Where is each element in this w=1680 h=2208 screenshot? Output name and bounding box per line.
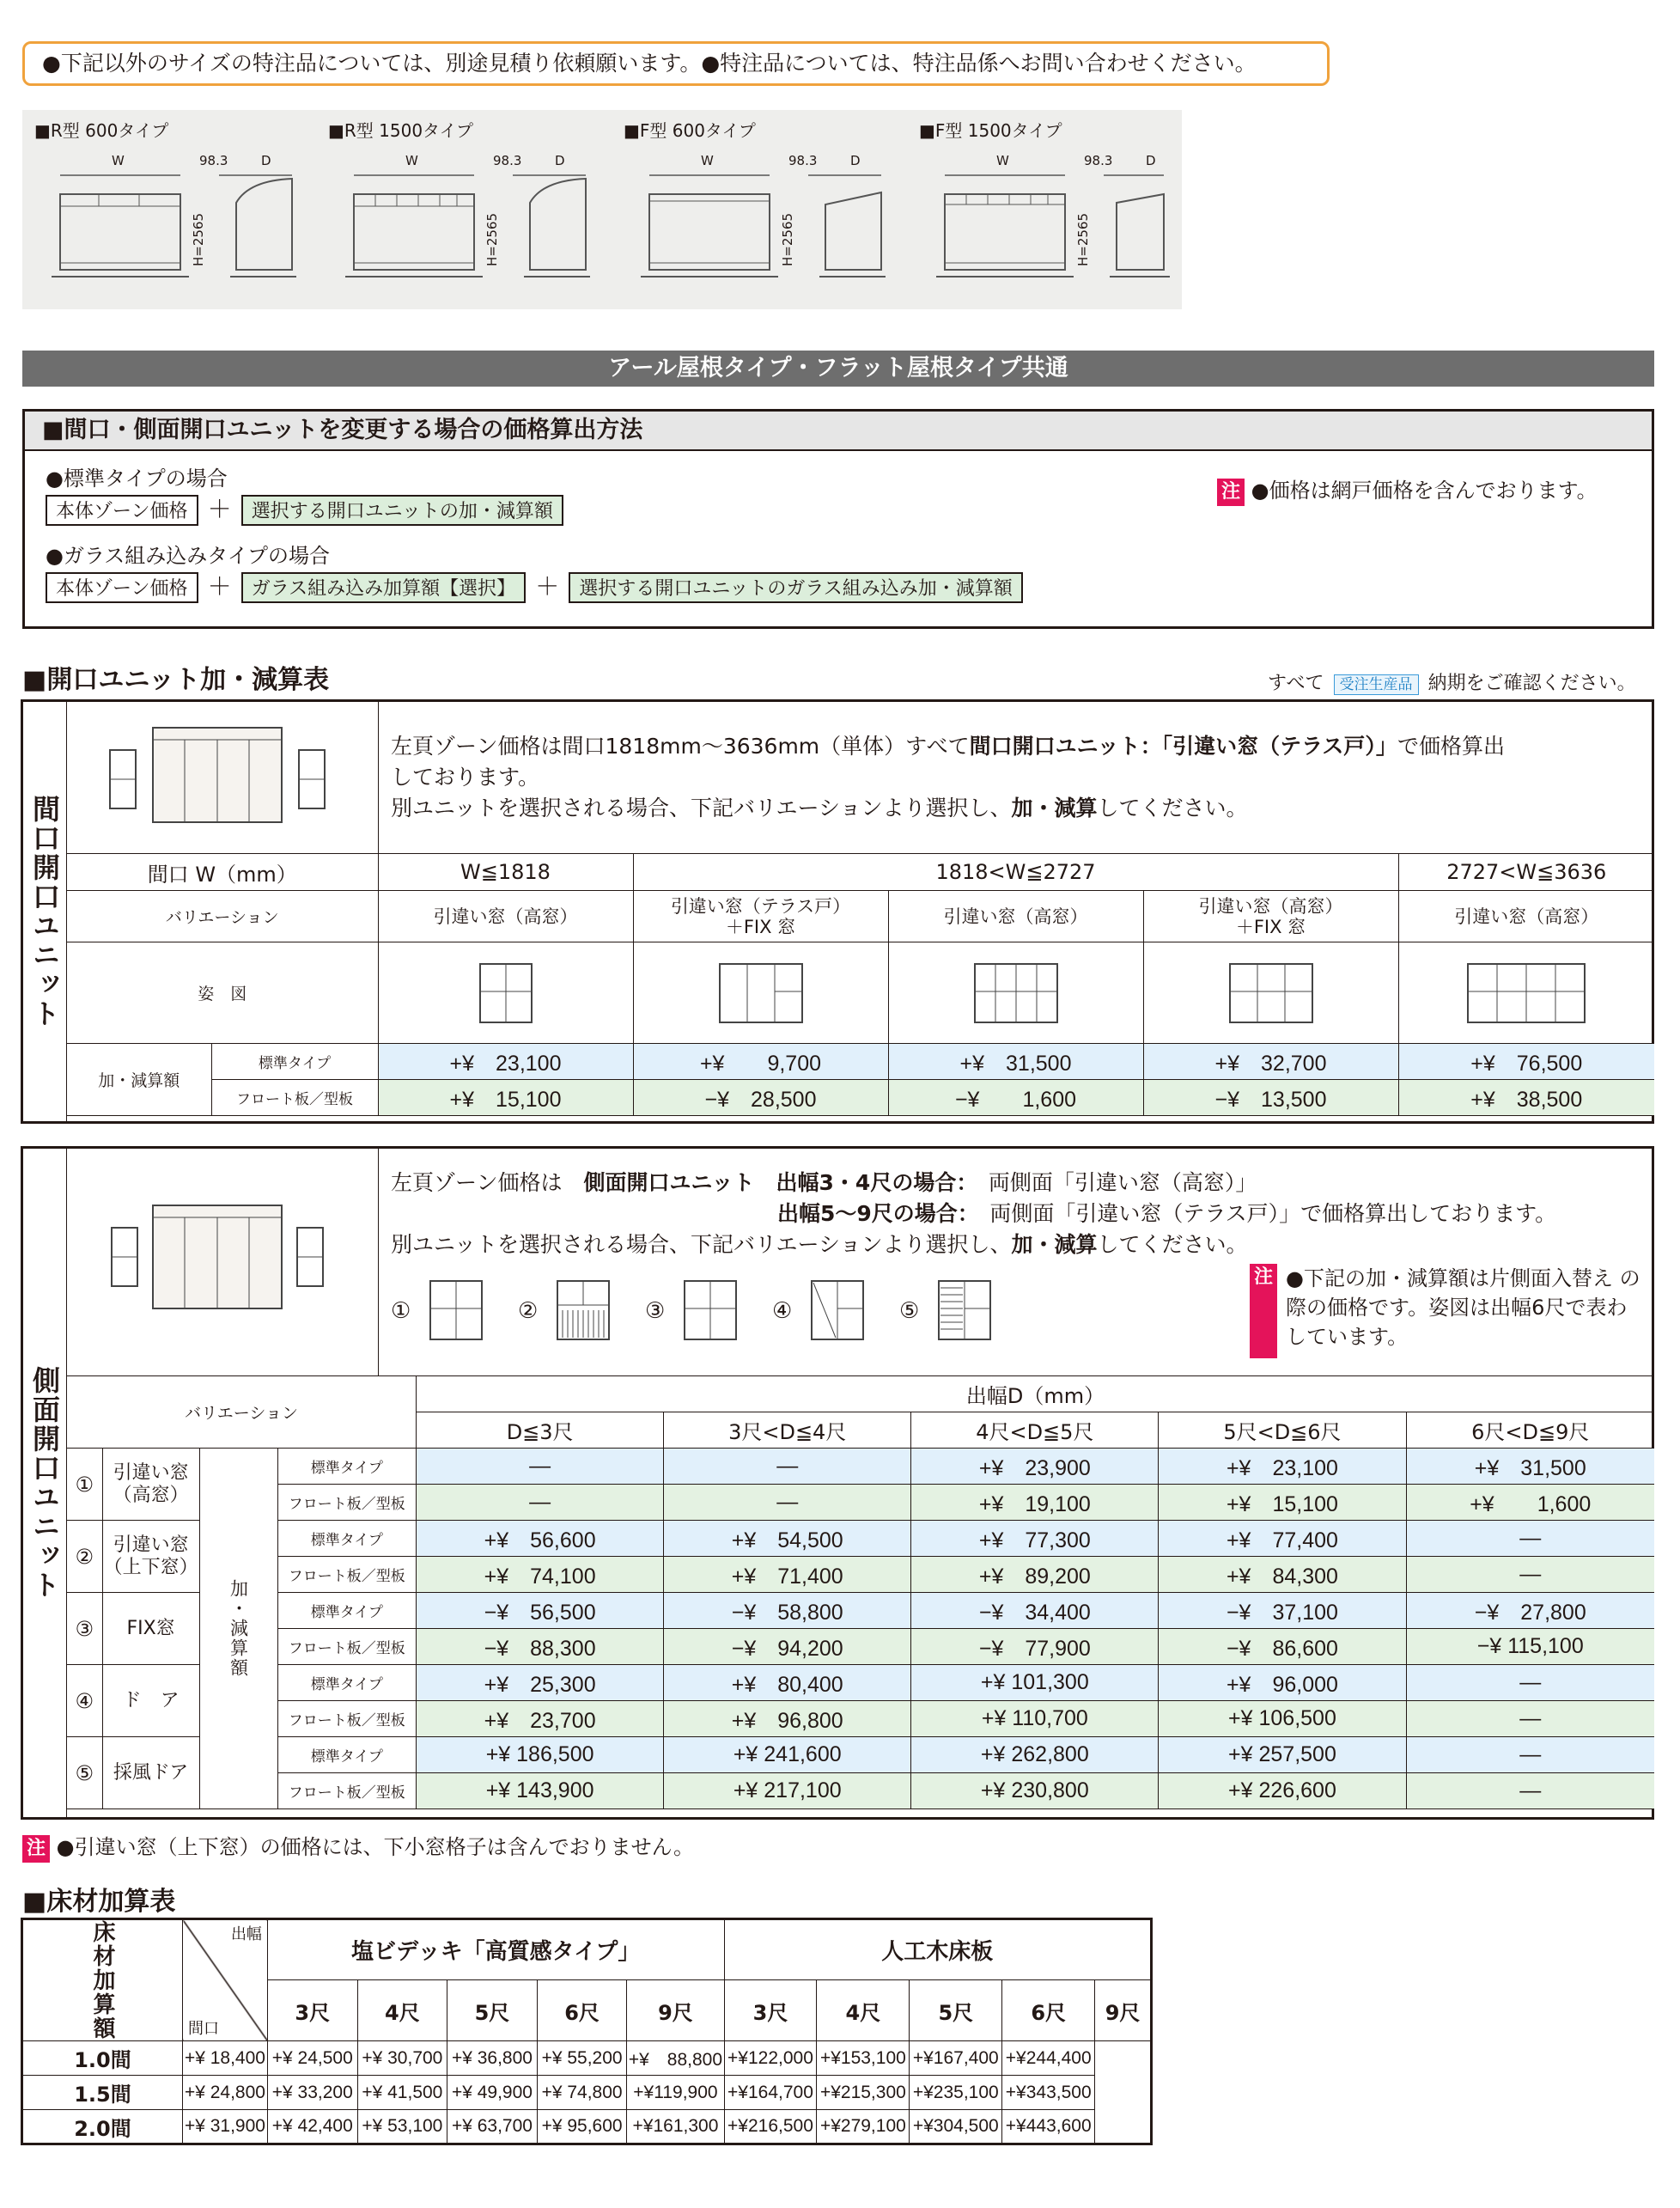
price-cell: +¥ 1,600 (1406, 1485, 1654, 1521)
price-cell: +¥ 23,900 (911, 1449, 1159, 1485)
floor-price-cell: +¥ 18,400 (183, 2041, 268, 2076)
variation-header: バリエーション (67, 891, 378, 942)
f600-diagram (624, 144, 907, 308)
r1500-diagram (328, 144, 612, 308)
price-cell: +¥ 76,500 (1398, 1044, 1654, 1080)
price-cell: +¥ 54,500 (664, 1521, 911, 1557)
desc-bold: 間口開口ユニット：「引違い窓（テラス戸）」 (969, 734, 1397, 759)
floor-price-cell: +¥343,500 (1002, 2076, 1095, 2110)
floor-price-cell: +¥122,000 (724, 2041, 817, 2076)
calc-note (1217, 473, 1598, 506)
price-cell: +¥ 106,500 (1159, 1701, 1406, 1737)
unit-add-pill: 選択する開口ユニットの加・減算額 (241, 495, 563, 526)
price-cell: +¥ 101,300 (911, 1665, 1159, 1701)
floor-row (22, 2110, 1152, 2144)
price-cell: +¥ 32,700 (1143, 1044, 1398, 1080)
price-cell: −¥ 86,600 (1159, 1629, 1406, 1665)
d-label: D (1146, 153, 1156, 168)
d-label: D (850, 153, 861, 168)
h-label: H=2565 (484, 213, 500, 267)
figure-header: 姿 図 (67, 942, 378, 1044)
section-title: ■開口ユニット加・減算表 (22, 665, 330, 695)
floor-price-cell: +¥ 41,500 (357, 2076, 447, 2110)
glass-case-label: ●ガラス組み込みタイプの場合 (46, 544, 331, 568)
floor-price-cell: +¥235,100 (910, 2076, 1002, 2110)
offset-label: 98.3 (493, 153, 522, 168)
floor-col-header: 5尺 (910, 1980, 1002, 2041)
window-figure (1398, 942, 1654, 1044)
row-label: 標準タイプ (277, 1449, 417, 1485)
window-figure (378, 942, 633, 1044)
floor-price-cell: +¥ 53,100 (357, 2110, 447, 2144)
dimension-diagrams (22, 110, 1182, 309)
side-table-row (67, 1629, 1654, 1665)
desc-text: してください。 (1097, 796, 1248, 820)
floor-row (22, 2041, 1152, 2076)
variation-number: ⑤ (67, 1737, 102, 1809)
side-side-label: 側面開口ユニット (23, 1149, 67, 1817)
made-to-order-badge: 受注生産品 (1334, 674, 1419, 695)
floor-price-cell: +¥119,900 (627, 2076, 724, 2110)
desc-text: 左頁ゾーン価格は間口1818mm～3636mm（単体）すべて (391, 734, 970, 759)
side-variation-icons (391, 1276, 992, 1345)
price-cell: +¥ 77,400 (1159, 1521, 1406, 1557)
order-note-post: 納期をご確認ください。 (1427, 673, 1636, 694)
price-cell: — (1406, 1557, 1654, 1593)
floor-col-header: 6尺 (1002, 1980, 1095, 2041)
range-cell: 2727<W≦3636 (1398, 854, 1654, 891)
floor-col-header: 9尺 (1095, 1980, 1152, 2041)
price-cell: −¥ 28,500 (633, 1080, 888, 1116)
adjust-header: 加・減算額 (67, 1044, 211, 1116)
floor-price-cell: +¥ 31,900 (183, 2110, 268, 2144)
std-case-label: ●標準タイプの場合 (46, 467, 228, 491)
floor-price-cell: +¥279,100 (817, 2110, 910, 2144)
floor-price-cell: +¥216,500 (724, 2110, 817, 2144)
price-cell: — (417, 1449, 664, 1485)
h-label: H=2565 (191, 213, 206, 267)
window-figure (888, 942, 1143, 1044)
side-table-row (67, 1773, 1654, 1809)
desc-text: 別ユニットを選択される場合、下記バリエーションより選択し、 (391, 796, 1012, 820)
floor-col-header: 4尺 (817, 1980, 910, 2041)
adjust-label: 加・減算額 (199, 1449, 277, 1809)
variation-name: 採風ドア (102, 1737, 199, 1809)
desc-text: 両側面「引違い窓（高窓）」 (988, 1170, 1257, 1195)
plus-sign: ＋ (207, 572, 232, 601)
offset-label: 98.3 (1084, 153, 1113, 168)
price-cell: +¥ 230,800 (911, 1773, 1159, 1809)
side-table-row (67, 1737, 1654, 1773)
floor-price-cell: +¥ 42,400 (267, 2110, 357, 2144)
body-price-pill: 本体ゾーン価格 (46, 495, 198, 526)
r600-diagram (34, 144, 318, 308)
corner-bottom: 間口 (188, 2020, 219, 2038)
w-label: W (112, 153, 125, 168)
row-label: 標準タイプ (277, 1737, 417, 1773)
side-table-row (67, 1521, 1654, 1557)
floor-price-cell: +¥153,100 (817, 2041, 910, 2076)
d-label: D (555, 153, 565, 168)
desc-text: 別ユニットを選択される場合、下記バリエーションより選択し、 (391, 1232, 1012, 1257)
icon-number: ⑤ (899, 1298, 920, 1324)
variation-name: FIX窓 (102, 1593, 199, 1665)
group-header: 人工木床板 (724, 1919, 1151, 1980)
floor-col-header: 5尺 (447, 1980, 538, 2041)
calc-title: ■間口・側面開口ユニットを変更する場合の価格算出方法 (25, 412, 1652, 451)
order-note (1268, 668, 1636, 695)
price-cell: −¥ 94,200 (664, 1629, 911, 1665)
floor-price-cell: +¥ 24,800 (183, 2076, 268, 2110)
price-cell: +¥ 23,700 (417, 1701, 664, 1737)
floor-price-cell: +¥ 24,500 (267, 2041, 357, 2076)
desc-bold: 加・減算 (1011, 796, 1098, 820)
depth-header: 出幅D（mm） (417, 1376, 1654, 1412)
side-pictogram (67, 1149, 379, 1376)
depth-cell: 4尺<D≦5尺 (911, 1412, 1159, 1449)
order-note-pre: すべて (1268, 673, 1324, 694)
side-table-row (67, 1485, 1654, 1521)
desc-bold: 加・減算 (1011, 1232, 1098, 1257)
range-cell: W≦1818 (378, 854, 633, 891)
floor-side-label: 床材加算額 (22, 1919, 183, 2041)
glass-formula (46, 568, 1023, 603)
depth-cell: 3尺<D≦4尺 (664, 1412, 911, 1449)
price-cell: −¥ 56,500 (417, 1593, 664, 1629)
depth-cell: 5尺<D≦6尺 (1159, 1412, 1406, 1449)
price-cell: +¥ 143,900 (417, 1773, 664, 1809)
price-cell: −¥ 1,600 (888, 1080, 1143, 1116)
variation-cell: 引違い窓（高窓） ＋FIX 窓 (1143, 891, 1398, 942)
side-unit-table (21, 1146, 1654, 1820)
variation-cell: 引違い窓（高窓） (1398, 891, 1654, 942)
std-formula (46, 491, 563, 526)
floor-price-cell: +¥ 74,800 (537, 2076, 627, 2110)
floor-row (22, 2076, 1152, 2110)
price-cell: +¥ 96,800 (664, 1701, 911, 1737)
price-cell: −¥ 34,400 (911, 1593, 1159, 1629)
price-cell: +¥ 19,100 (911, 1485, 1159, 1521)
price-cell: +¥ 9,700 (633, 1044, 888, 1080)
variation-number: ① (67, 1449, 102, 1521)
price-cell: −¥ 58,800 (664, 1593, 911, 1629)
h-label: H=2565 (1075, 213, 1091, 267)
desc-text: 両側面「引違い窓（テラス戸）」で価格算出しております。 (989, 1201, 1557, 1226)
price-cell: +¥ 80,400 (664, 1665, 911, 1701)
price-calc-box (22, 409, 1654, 629)
price-cell: +¥ 71,400 (664, 1557, 911, 1593)
floor-row-label: 2.0間 (22, 2110, 183, 2144)
row-label: フロート板／型板 (277, 1557, 417, 1593)
special-order-notice: ●下記以外のサイズの特注品については、別途見積り依頼願います。●特注品については、特注品係へお問い合わせください。 (22, 41, 1330, 86)
row-label: 標準タイプ (277, 1593, 417, 1629)
desc-text: しております。 (391, 765, 540, 790)
variation-name: ド ア (102, 1665, 199, 1737)
floor-price-cell: +¥ 30,700 (357, 2041, 447, 2076)
price-cell: +¥ 38,500 (1398, 1080, 1654, 1116)
variation-number: ② (67, 1521, 102, 1593)
floor-col-header: 6尺 (537, 1980, 627, 2041)
front-price-table (67, 853, 1654, 1116)
variation-cell: 引違い窓（テラス戸） ＋FIX 窓 (633, 891, 888, 942)
side-note (1250, 1264, 1645, 1360)
desc-text: してください。 (1097, 1232, 1248, 1257)
row-label: フロート板／型板 (277, 1629, 417, 1665)
d-label: D (261, 153, 271, 168)
side-table-row (67, 1557, 1654, 1593)
row-label: 標準タイプ (277, 1665, 417, 1701)
floor-price-cell: +¥ 95,600 (537, 2110, 627, 2144)
price-cell: +¥ 23,100 (1159, 1449, 1406, 1485)
f1500-diagram (919, 144, 1177, 308)
price-cell: −¥ 88,300 (417, 1629, 664, 1665)
note-mark: 注 (1250, 1264, 1277, 1358)
price-cell: +¥ 241,600 (664, 1737, 911, 1773)
dim-type-label: ■F型 600タイプ (624, 120, 756, 141)
desc-text: 左頁ゾーン価格は (391, 1170, 563, 1195)
floor-price-cell: +¥ 63,700 (447, 2110, 538, 2144)
floor-price-cell: +¥167,400 (910, 2041, 1002, 2076)
h-label: H=2565 (780, 213, 795, 267)
price-cell: — (1406, 1737, 1654, 1773)
width-header: 間口 W（mm） (67, 854, 378, 891)
price-cell: +¥ 15,100 (378, 1080, 633, 1116)
dim-type-label: ■R型 600タイプ (34, 120, 169, 141)
note-text: ●価格は網戸価格を含んでおります。 (1251, 479, 1598, 503)
price-cell: — (664, 1449, 911, 1485)
price-cell: −¥ 27,800 (1406, 1593, 1654, 1629)
floor-col-header: 3尺 (267, 1980, 357, 2041)
floor-row-label: 1.5間 (22, 2076, 183, 2110)
floor-corner (183, 1919, 268, 2041)
row-label: フロート板／型板 (211, 1080, 378, 1116)
front-side-label: 間口開口ユニット (23, 702, 67, 1121)
note-text: ●引違い窓（上下窓）の価格には、下小窓格子は含んでおりません。 (56, 1835, 695, 1859)
price-cell: +¥ 96,000 (1159, 1665, 1406, 1701)
note-text: ●下記の加・減算額は片側面入替え の際の価格です。姿図は出幅6尺で表わしています。 (1286, 1266, 1640, 1349)
plus-sign: ＋ (207, 495, 232, 523)
price-cell: +¥ 23,100 (378, 1044, 633, 1080)
floor-price-cell: +¥164,700 (724, 2076, 817, 2110)
side-table-row (67, 1665, 1654, 1701)
floor-col-header: 3尺 (724, 1980, 817, 2041)
offset-label: 98.3 (788, 153, 818, 168)
offset-label: 98.3 (199, 153, 228, 168)
note-mark: 注 (22, 1835, 50, 1863)
price-cell: — (664, 1485, 911, 1521)
price-cell: — (417, 1485, 664, 1521)
price-cell: +¥ 110,700 (911, 1701, 1159, 1737)
price-cell: +¥ 31,500 (1406, 1449, 1654, 1485)
price-cell: +¥ 217,100 (664, 1773, 911, 1809)
price-cell: +¥ 262,800 (911, 1737, 1159, 1773)
variation-header: バリエーション (67, 1376, 417, 1449)
price-cell: +¥ 74,100 (417, 1557, 664, 1593)
w-label: W (405, 153, 418, 168)
common-banner: アール屋根タイプ・フラット屋根タイプ共通 (22, 351, 1654, 387)
icon-number: ③ (645, 1298, 666, 1324)
floor-table-wrap (21, 1918, 1153, 2141)
floor-col-header: 4尺 (357, 1980, 447, 2041)
floor-price-cell: +¥215,300 (817, 2076, 910, 2110)
row-label: 標準タイプ (211, 1044, 378, 1080)
variation-name: 引違い窓 （上下窓） (102, 1521, 199, 1593)
variation-cell: 引違い窓（高窓） (378, 891, 633, 942)
icon-number: ① (391, 1298, 411, 1324)
grating-note (22, 1830, 694, 1863)
row-label: 標準タイプ (277, 1521, 417, 1557)
price-cell: −¥ 115,100 (1406, 1629, 1654, 1665)
price-cell: +¥ 226,600 (1159, 1773, 1406, 1809)
floor-price-cell: +¥304,500 (910, 2110, 1002, 2144)
body-price-pill: 本体ゾーン価格 (46, 572, 198, 603)
depth-cell: D≦3尺 (417, 1412, 664, 1449)
price-cell: +¥ 186,500 (417, 1737, 664, 1773)
w-label: W (996, 153, 1009, 168)
desc-bold: 出幅5～9尺の場合： (777, 1201, 969, 1226)
price-cell: — (1406, 1521, 1654, 1557)
price-cell: — (1406, 1773, 1654, 1809)
side-description (391, 1168, 1645, 1260)
floor-price-table (21, 1918, 1153, 2145)
front-pictogram (67, 702, 379, 854)
glass-unit-add-pill: 選択する開口ユニットのガラス組み込み加・減算額 (569, 572, 1022, 603)
floor-price-cell: +¥ 36,800 (447, 2041, 538, 2076)
depth-cell: 6尺<D≦9尺 (1406, 1412, 1654, 1449)
price-cell: −¥ 37,100 (1159, 1593, 1406, 1629)
front-unit-table (21, 699, 1654, 1124)
side-table-row (67, 1449, 1654, 1485)
floor-price-cell: +¥161,300 (627, 2110, 724, 2144)
side-table-row (67, 1701, 1654, 1737)
icon-number: ④ (772, 1298, 793, 1324)
range-cell: 1818<W≦2727 (633, 854, 1398, 891)
floor-price-cell: +¥ 49,900 (447, 2076, 538, 2110)
dim-type-label: ■F型 1500タイプ (919, 120, 1062, 141)
side-price-table (67, 1375, 1654, 1809)
corner-top: 出幅 (230, 1925, 262, 1943)
desc-text: で価格算出 (1397, 734, 1505, 759)
price-cell: +¥ 56,600 (417, 1521, 664, 1557)
price-cell: −¥ 13,500 (1143, 1080, 1398, 1116)
variation-cell: 引違い窓（高窓） (888, 891, 1143, 942)
window-figure (1143, 942, 1398, 1044)
row-label: フロート板／型板 (277, 1773, 417, 1809)
price-cell: +¥ 257,500 (1159, 1737, 1406, 1773)
w-label: W (701, 153, 714, 168)
floor-price-cell: +¥244,400 (1002, 2041, 1095, 2076)
variation-number: ④ (67, 1665, 102, 1737)
price-cell: — (1406, 1701, 1654, 1737)
floor-price-cell: +¥ 55,200 (537, 2041, 627, 2076)
window-figure (633, 942, 888, 1044)
row-label: フロート板／型板 (277, 1701, 417, 1737)
floor-row-label: 1.0間 (22, 2041, 183, 2076)
price-cell: — (1406, 1665, 1654, 1701)
plus-sign: ＋ (535, 572, 560, 601)
price-cell: +¥ 31,500 (888, 1044, 1143, 1080)
price-cell: +¥ 25,300 (417, 1665, 664, 1701)
variation-name: 引違い窓 （高窓） (102, 1449, 199, 1521)
row-label: フロート板／型板 (277, 1485, 417, 1521)
glass-add-pill: ガラス組み込み加算額【選択】 (241, 572, 526, 603)
floor-price-cell: +¥ 88,800 (627, 2041, 724, 2076)
side-table-row (67, 1593, 1654, 1629)
floor-price-cell: +¥443,600 (1002, 2110, 1095, 2144)
note-mark: 注 (1217, 479, 1245, 506)
floor-price-cell: +¥ 33,200 (267, 2076, 357, 2110)
price-cell: −¥ 77,900 (911, 1629, 1159, 1665)
variation-number: ③ (67, 1593, 102, 1665)
desc-bold: 側面開口ユニット 出幅3・4尺の場合： (583, 1170, 967, 1195)
price-cell: +¥ 77,300 (911, 1521, 1159, 1557)
icon-number: ② (518, 1298, 539, 1324)
group-header: 塩ビデッキ「高質感タイプ」 (267, 1919, 724, 1980)
dim-type-label: ■R型 1500タイプ (328, 120, 474, 141)
front-description (391, 731, 1636, 824)
floor-col-header: 9尺 (627, 1980, 724, 2041)
price-cell: +¥ 89,200 (911, 1557, 1159, 1593)
price-cell: +¥ 15,100 (1159, 1485, 1406, 1521)
price-cell: +¥ 84,300 (1159, 1557, 1406, 1593)
floor-title: ■床材加算表 (22, 1887, 176, 1917)
